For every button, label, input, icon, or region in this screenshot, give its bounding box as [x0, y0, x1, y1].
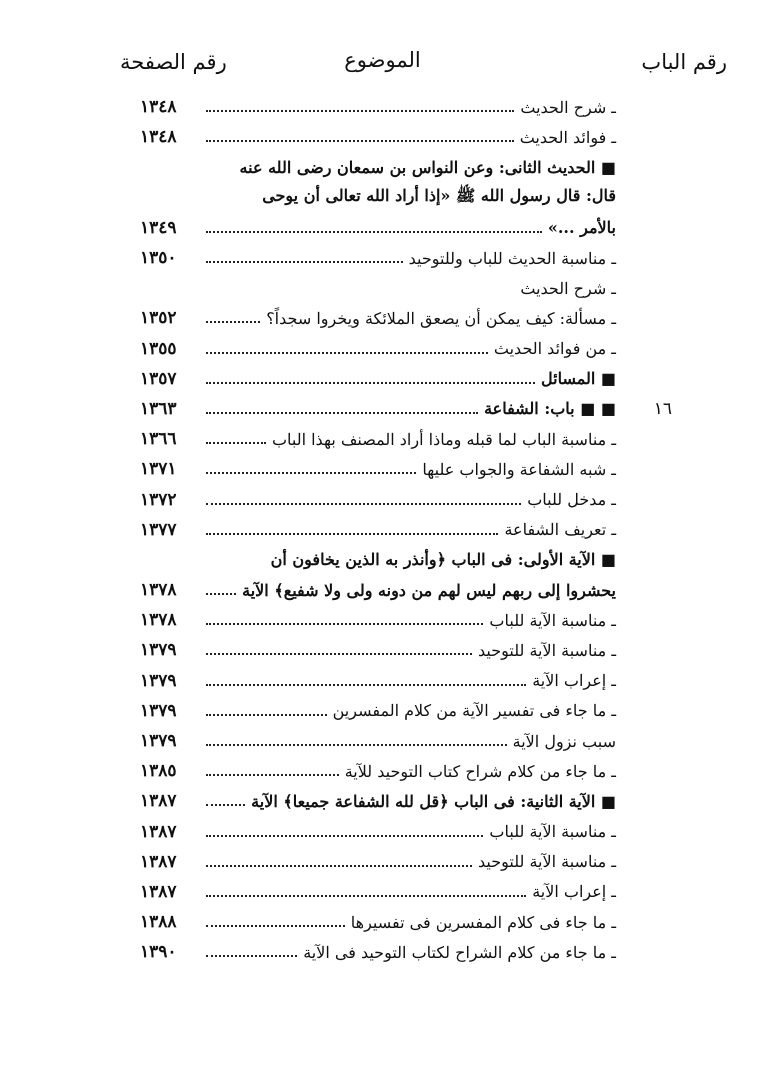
toc-entry-page-number: ١٣٧٨: [140, 580, 177, 601]
toc-entry: [140, 605, 618, 635]
toc-entry: [140, 122, 618, 152]
toc-entry-page-number: ١٣٥٧: [140, 368, 177, 389]
dot-leader: [206, 774, 339, 776]
dot-leader: [206, 503, 521, 505]
toc-entry-page-number: ١٣٧٢: [140, 489, 177, 510]
toc-entry: [140, 877, 618, 907]
toc-entry: [140, 545, 618, 575]
toc-entry-title: ـ مناسبة الباب لما قبله وماذا أراد المصنف بهذا الباب: [271, 429, 616, 449]
toc-entry: [140, 817, 618, 847]
toc-entry: [140, 484, 618, 514]
toc-entry-title: ـ ما جاء فى تفسير الآية من كلام المفسرين: [332, 701, 616, 721]
toc-entry-page-number: ١٣٨٧: [140, 821, 177, 842]
toc-entry-title: ـ من فوائد الحديث: [493, 339, 616, 359]
toc-entry-title: قال: قال رسول الله ﷺ «إذا أراد الله تعالى أن يوحى: [262, 186, 616, 206]
toc-entry-page-number: ١٣٧٩: [140, 731, 177, 752]
toc-entry: [140, 152, 618, 182]
dot-leader: [206, 955, 297, 957]
toc-entry-page-number: ١٣٨٨: [140, 912, 177, 933]
toc-entry: [140, 847, 618, 877]
toc-entry-title: ـ ما جاء فى كلام المفسرين فى تفسيرها: [350, 912, 616, 932]
toc-entry: [140, 394, 672, 424]
dot-leader: [206, 412, 478, 414]
toc-entry: [140, 334, 618, 364]
dot-leader: [206, 684, 526, 686]
toc-entry: [140, 243, 618, 273]
toc-entry-page-number: ١٣٧٩: [140, 640, 177, 661]
toc-entry-page-number: ١٣٥٥: [140, 338, 177, 359]
toc-entry-title: ـ ما جاء من كلام شراح كتاب التوحيد للآية: [344, 761, 616, 781]
toc-entry-page-number: ١٣٦٦: [140, 429, 177, 450]
toc-entry-page-number: ١٣٧٧: [140, 519, 177, 540]
toc-entry-page-number: ١٣٨٥: [140, 761, 177, 782]
dot-leader: [206, 442, 266, 444]
toc-entry-page-number: ١٣٦٣: [140, 398, 177, 419]
toc-entry-page-number: ١٣٤٩: [140, 217, 177, 238]
toc-entry-title: ■ الحديث الثانى: وعن النواس بن سمعان رضى الله عنه: [239, 157, 616, 177]
dot-leader: [206, 804, 245, 806]
dot-leader: [206, 895, 526, 897]
toc-entry-title: ـ مناسبة الآية للباب: [489, 822, 616, 842]
toc-list: [140, 92, 672, 967]
toc-entry-title: ـ مناسبة الآية للتوحيد: [477, 852, 616, 872]
toc-entry-chapter-number: ١٦: [653, 398, 672, 419]
toc-entry-page-number: ١٣٤٨: [140, 127, 177, 148]
toc-entry-title: ـ إعراب الآية: [532, 882, 616, 902]
toc-entry-title: ■ المسائل: [541, 369, 616, 389]
dot-leader: [206, 261, 403, 263]
toc-entry-title: ـ ما جاء من كلام الشراح لكتاب التوحيد فى الآية: [303, 942, 616, 962]
toc-entry: [140, 937, 618, 967]
dot-leader: [206, 653, 472, 655]
toc-entry-page-number: ١٣٧٩: [140, 700, 177, 721]
toc-entry-title: ■ الآية الثانية: فى الباب ﴿قل لله الشفاعة جميعا﴾ الآية: [251, 791, 616, 811]
dot-leader: [206, 593, 236, 595]
toc-entry-title: ـ فوائد الحديث: [519, 127, 616, 147]
dot-leader: [206, 714, 327, 716]
toc-entry-title: ■ الآية الأولى: فى الباب ﴿وأنذر به الذين يخافون أن: [270, 550, 616, 570]
dot-leader: [206, 623, 483, 625]
toc-entry: [140, 213, 618, 243]
toc-entry-title: ـ شبه الشفاعة والجواب عليها: [422, 459, 616, 479]
toc-entry-page-number: ١٣٨٧: [140, 881, 177, 902]
toc-entry: [140, 756, 618, 786]
toc-entry: [140, 907, 618, 937]
toc-entry-title: ـ مناسبة الآية للتوحيد: [477, 640, 616, 660]
toc-entry-title: ـ إعراب الآية: [532, 671, 616, 691]
toc-entry: [140, 515, 618, 545]
toc-entry: [140, 635, 618, 665]
toc-entry: [140, 786, 618, 816]
toc-entry: [140, 666, 618, 696]
toc-entry: [140, 454, 618, 484]
dot-leader: [206, 110, 514, 112]
toc-entry-title: ـ شرح الحديث: [520, 97, 616, 117]
dot-leader: [206, 382, 535, 384]
toc-entry-title: ـ مدخل للباب: [527, 490, 616, 510]
toc-entry: [140, 726, 618, 756]
dot-leader: [206, 744, 507, 746]
dot-leader: [206, 321, 260, 323]
dot-leader: [206, 925, 345, 927]
toc-entry-title: ■ ■ باب: الشفاعة: [484, 399, 616, 419]
dot-leader: [206, 835, 483, 837]
toc-entry-title: يحشروا إلى ربهم ليس لهم من دونه ولى ولا شفيع﴾ الآية: [242, 580, 616, 600]
dot-leader: [206, 352, 488, 354]
toc-entry: [140, 273, 618, 303]
toc-entry-page-number: ١٣٥٢: [140, 308, 177, 329]
toc-entry-page-number: ١٣٨٧: [140, 851, 177, 872]
dot-leader: [206, 140, 514, 142]
dot-leader: [206, 472, 416, 474]
toc-entry: [140, 183, 618, 213]
toc-entry: [140, 575, 618, 605]
toc-entry: [140, 364, 618, 394]
toc-entry-title: بالأمر ...»: [547, 218, 616, 238]
chapter-number-header: رقم الباب: [641, 50, 727, 74]
dot-leader: [206, 231, 542, 233]
toc-entry-title: سبب نزول الآية: [512, 731, 616, 751]
toc-entry-page-number: ١٣٤٨: [140, 97, 177, 118]
toc-entry-page-number: ١٣٩٠: [140, 942, 177, 963]
topic-header: الموضوع: [344, 48, 421, 72]
toc-entry-title: ـ مناسبة الحديث للباب وللتوحيد: [408, 248, 616, 268]
toc-entry-page-number: ١٣٧٨: [140, 610, 177, 631]
dot-leader: [206, 865, 472, 867]
toc-entry-title: ـ مسألة: كيف يمكن أن يصعق الملائكة ويخروا سجداً؟: [266, 308, 616, 328]
toc-entry-page-number: ١٣٥٠: [140, 248, 177, 269]
toc-entry-page-number: ١٣٨٧: [140, 791, 177, 812]
dot-leader: [206, 533, 498, 535]
toc-entry: [140, 303, 618, 333]
toc-entry: [140, 696, 618, 726]
toc-entry-title: ـ تعريف الشفاعة: [504, 520, 616, 540]
toc-entry-title: ـ شرح الحديث: [520, 278, 616, 298]
toc-entry-title: ـ مناسبة الآية للباب: [489, 610, 616, 630]
toc-entry: [140, 424, 618, 454]
page-number-header: رقم الصفحة: [120, 50, 227, 74]
toc-entry: [140, 92, 618, 122]
toc-entry-page-number: ١٣٧١: [140, 459, 177, 480]
toc-entry-page-number: ١٣٧٩: [140, 670, 177, 691]
